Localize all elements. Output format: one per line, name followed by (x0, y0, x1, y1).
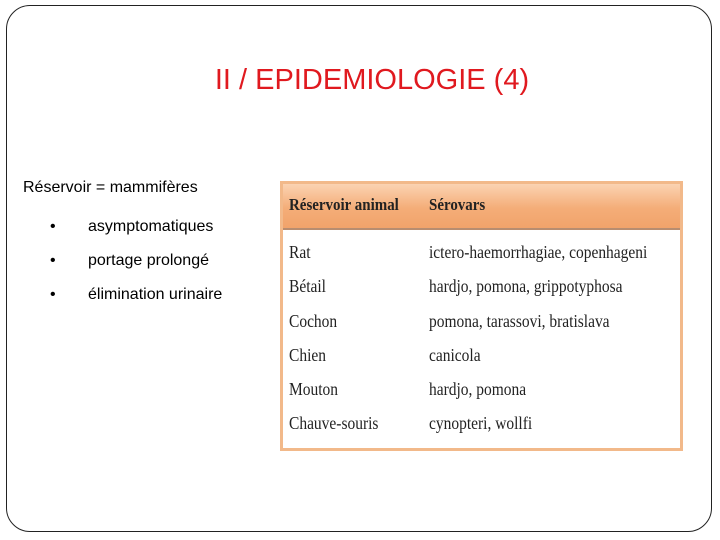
table-row (283, 341, 680, 375)
bullet-text: portage prolongé (88, 252, 209, 269)
table-row (283, 307, 680, 341)
cell-animal: Chauve-souris (289, 413, 379, 434)
bullet-text: élimination urinaire (88, 286, 223, 303)
cell-animal: Cochon (289, 310, 338, 331)
cell-animal: Mouton (289, 379, 339, 400)
reservoir-subtitle: Réservoir = mammifères (23, 179, 198, 196)
cell-serovars: canicola (429, 344, 481, 365)
bullet-item (50, 278, 222, 312)
cell-serovars: cynopteri, wollfi (429, 413, 533, 434)
cell-animal: Bétail (289, 276, 326, 297)
header-serovars: Sérovars (429, 195, 486, 214)
table-header (283, 184, 680, 230)
table-row (283, 272, 680, 306)
cell-serovars: pomona, tarassovi, bratislava (429, 310, 610, 331)
bullet-icon: • (50, 252, 56, 269)
bullet-item (50, 244, 222, 278)
table-row (283, 375, 680, 409)
cell-animal: Rat (289, 242, 311, 262)
bullet-icon: • (50, 218, 56, 235)
cell-animal: Chien (289, 344, 326, 365)
reservoir-table (280, 181, 683, 451)
header-reservoir: Réservoir animal (289, 195, 399, 214)
cell-serovars: hardjo, pomona (429, 379, 527, 400)
table-body (283, 238, 680, 444)
cell-serovars: ictero-haemorrhagiae, copenhageni (429, 242, 648, 262)
bullet-item (50, 210, 222, 244)
table-row (283, 409, 680, 443)
cell-serovars: hardjo, pomona, grippotyphosa (429, 276, 623, 297)
bullet-text: asymptomatiques (88, 218, 214, 235)
bullet-icon: • (50, 286, 56, 303)
table-row (283, 238, 680, 272)
slide-title: II / EPIDEMIOLOGIE (4) (214, 64, 530, 96)
bullet-list (50, 210, 222, 312)
